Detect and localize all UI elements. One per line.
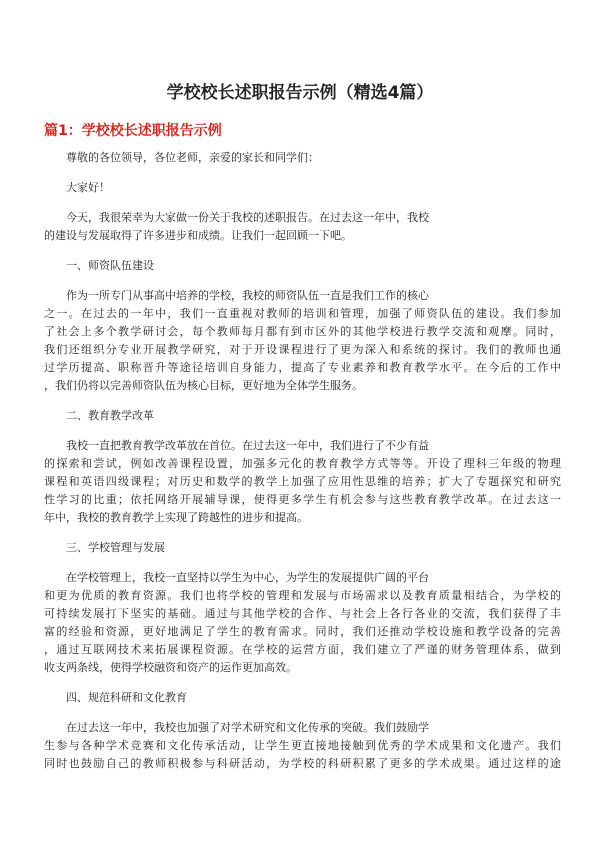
paragraph-line: 课程和英语四级课程；对历史和数学的教学上加强了应用性思维的培养；扩大了专题探究和研究 [44,475,561,488]
section-heading: 四、规范科研和文化教育 [66,691,187,704]
paragraph-line: 和更为优质的教育资源。我们也将学校的管理和发展与市场需求以及教育质量相结合，为学校的 [44,589,561,602]
paragraph-line: 过学历提高、职称晋升等途径培训自身能力，提高了专业素养和教育教学水平。在今后的工作中 [44,361,561,374]
paragraph-line: 了社会上多个教学研讨会，每个教师每月都有到市区外的其他学校进行教学交流和观摩。同时， [44,325,561,338]
paragraph-line: 富的经验和资源，更好地满足了学生的教育需求。同时，我们还推动学校设施和教学设备的完善 [44,625,561,638]
paragraph-line: 可持续发展打下坚实的基础。通过与其他学校的合作、与社会上各行各业的交流，我们获得了丰 [44,607,561,620]
paragraph-line: 同时也鼓励自己的教师积极参与科研活动，为学校的科研积累了更多的学术成果。通过这样的途 [44,757,561,770]
paragraph-line: 年中，我校的教育教学上实现了跨越性的进步和提高。 [44,511,308,524]
paragraph-line: 在学校管理上，我校一直坚持以学生为中心，为学生的发展提供广阔的平台 [66,571,429,584]
paragraph-line: 收支两条线，使得学校融资和资产的运作更加高效。 [44,661,297,674]
paragraph-line: 之一。在过去的一年中，我们一直重视对教师的培训和管理，加强了师资队伍的建设。我们参加 [44,307,561,320]
paragraph-line: 的探索和尝试，例如改善课程设置，加强多元化的教育教学方式等等。开设了理科三年级的物理 [44,457,561,470]
section-heading: 一、师资队伍建设 [66,259,154,272]
section-heading: 二、教育教学改革 [66,409,154,422]
section-heading: 三、学校管理与发展 [66,541,165,554]
paragraph-line: 性学习的比重；依托网络开展辅导课，使得更多学生有机会参与这些教育教学改革。在过去这一 [44,493,561,506]
greeting-line: 尊敬的各位领导，各位老师，亲爱的家长和同学们： [66,151,319,164]
paragraph-line: 我校一直把教育教学改革放在首位。在过去这一年中，我们进行了不少有益 [66,439,429,452]
paragraph-line: 生参与各种学术竞赛和文化传承活动，让学生更直接地接触到优秀的学术成果和文化遗产。我们 [44,739,561,752]
paragraph-line: 今天，我很荣幸为大家做一份关于我校的述职报告。在过去这一年中，我校 [66,211,429,224]
chapter-title: 篇1：学校校长述职报告示例 [44,123,222,139]
salute-line: 大家好！ [66,181,110,194]
paragraph-line: 我们还组织分专业开展教学研究，对于开设课程进行了更为深入和系统的探讨。我们的教师也通 [44,343,561,356]
paragraph-line: 在过去这一年中，我校也加强了对学术研究和文化传承的突破。我们鼓励学 [66,721,429,734]
paragraph-line: 作为一所专门从事高中培养的学校，我校的师资队伍一直是我们工作的核心 [66,289,429,302]
paragraph-line: 的建设与发展取得了许多进步和成绩。让我们一起回顾一下吧。 [44,229,352,242]
document-title: 学校校长述职报告示例（精选4篇） [166,83,434,103]
paragraph-line: ，通过互联网技术来拓展课程资源。在学校的运营方面，我们建立了严谨的财务管理体系，做到 [44,643,561,656]
paragraph-line: ，我们仍将以完善师资队伍为核心目标，更好地为全体学生服务。 [44,379,363,392]
